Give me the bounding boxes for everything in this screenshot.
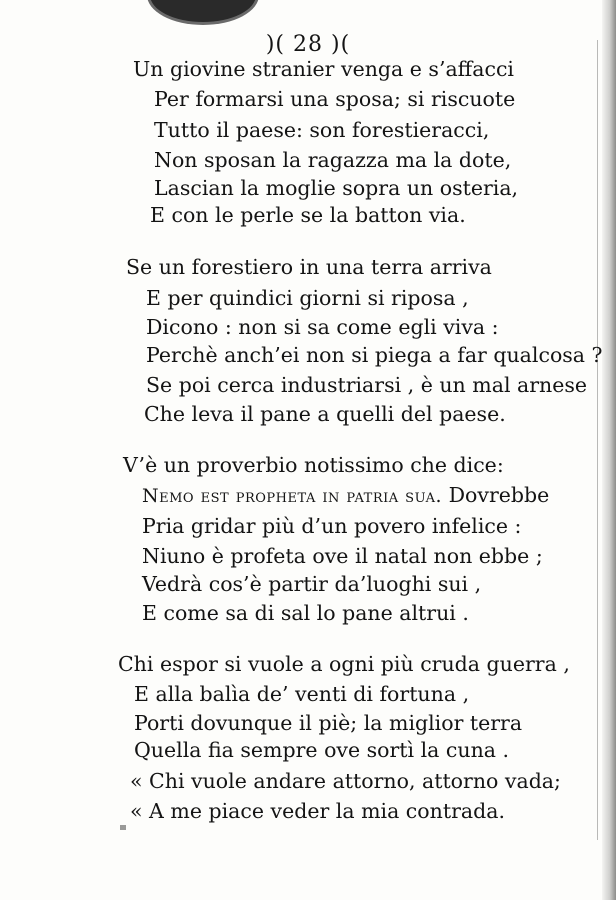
verse-line: « A me piace veder la mia contrada. xyxy=(130,799,505,823)
verse-line: E come sa di sal lo pane altrui . xyxy=(142,601,469,625)
page-fold-line xyxy=(597,40,598,840)
latin-proverb: Nemo est propheta in patria sua. xyxy=(142,485,443,507)
verse-line-proverb xyxy=(142,482,549,509)
verse-line: E alla balìa de’ venti di fortuna , xyxy=(134,682,470,706)
page-number: )( 28 )( xyxy=(265,32,351,57)
verse-line: E con le perle se la batton via. xyxy=(150,203,466,227)
verse-line: Perchè anch’ei non si piega a far qualcosa ? xyxy=(146,343,603,367)
verse-line: Dicono : non si sa come egli viva : xyxy=(146,315,499,339)
proverb-continuation: Dovrebbe xyxy=(442,483,550,507)
verse-line: Vedrà cos’è partir da’luoghi sui , xyxy=(142,572,482,596)
verse-line: « Chi vuole andare attorno, attorno vada; xyxy=(130,769,561,793)
verse-line: Lascian la moglie sopra un osteria, xyxy=(154,176,519,200)
verse-line: Che leva il pane a quelli del paese. xyxy=(144,402,506,426)
page-edge-shadow xyxy=(602,0,616,900)
verse-line: Quella fia sempre ove sortì la cuna . xyxy=(134,738,510,762)
ink-speck xyxy=(120,825,126,830)
verse-line: Un giovine stranier venga e s’affacci xyxy=(133,57,514,81)
verse-line: Per formarsi una sposa; si riscuote xyxy=(154,87,516,111)
verse-line: Niuno è profeta ove il natal non ebbe ; xyxy=(142,544,543,568)
verse-line: E per quindici giorni si riposa , xyxy=(146,286,469,310)
verse-line: Non sposan la ragazza ma la dote, xyxy=(154,148,512,172)
verse-line: Pria gridar più d’un povero infelice : xyxy=(142,514,522,538)
ink-blot xyxy=(150,0,256,22)
verse-line: Tutto il paese: son forestieracci, xyxy=(154,118,490,142)
verse-line: Chi espor si vuole a ogni più cruda guerra , xyxy=(118,652,570,676)
verse-line: Se un forestiero in una terra arriva xyxy=(126,255,492,279)
verse-line: Porti dovunque il piè; la miglior terra xyxy=(134,711,523,735)
verse-line: V’è un proverbio notissimo che dice: xyxy=(123,453,504,477)
verse-line: Se poi cerca industriarsi , è un mal arnese xyxy=(146,373,588,397)
